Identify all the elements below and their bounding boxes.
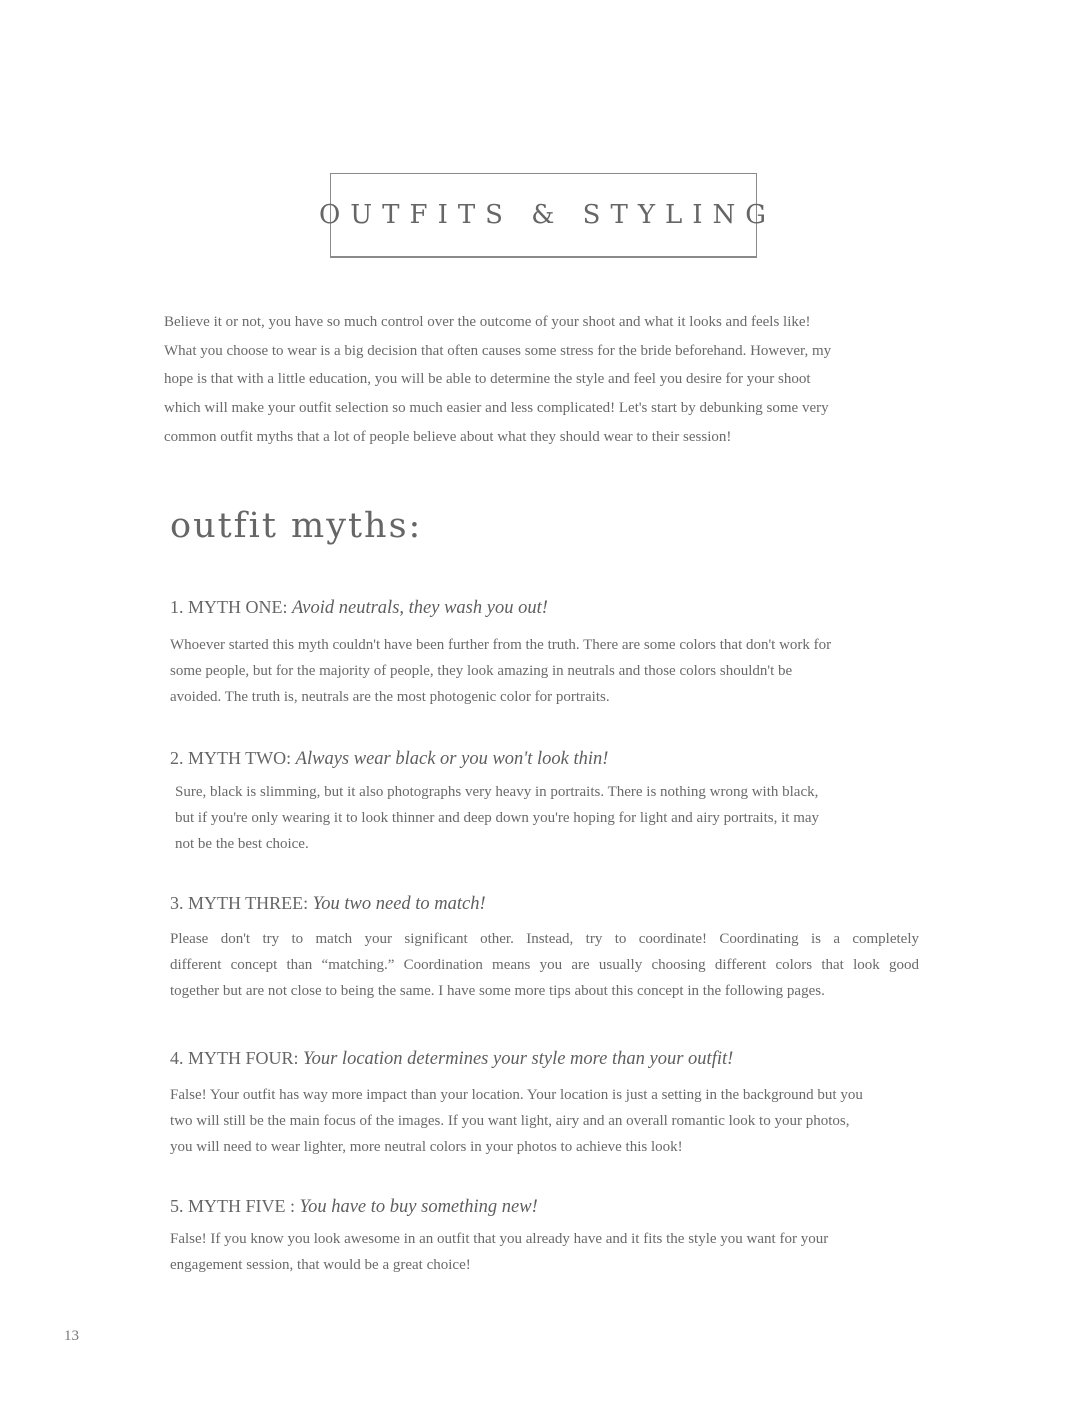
intro-line: which will make your outfit selection so much easier and less complicated! Let's start by debunking some very: [164, 400, 829, 417]
myth-line: some people, but for the majority of people, they look amazing in neutrals and those colors shouldn't be: [170, 663, 793, 679]
myth-title: [170, 597, 548, 619]
myth-line: you will need to wear lighter, more neutral colors in your photos to achieve this look!: [170, 1139, 683, 1155]
myth-title: [170, 1048, 733, 1070]
intro-line: hope is that with a little education, you will be able to determine the style and feel you desire for your shoot: [164, 371, 811, 388]
myth-line: Whoever started this myth couldn't have been further from the truth. There are some colors that don't work for: [170, 637, 832, 653]
myth-label: 2. MYTH TWO:: [170, 748, 296, 768]
myth-body: [170, 632, 922, 710]
myth-line: together but are not close to being the same. I have some more tips about this concept in the following pages.: [170, 983, 825, 999]
section-heading: outfit myths:: [170, 506, 423, 546]
myth-line: Please don't try to match your significant other. Instead, try to coordinate! Coordinating is a completely: [170, 931, 919, 947]
intro-line: common outfit myths that a lot of people believe about what they should wear to their session!: [164, 428, 732, 445]
myth-line: avoided. The truth is, neutrals are the most photogenic color for portraits.: [170, 689, 610, 705]
myth-title: [170, 893, 486, 915]
myth-label: 3. MYTH THREE:: [170, 893, 313, 913]
myth-statement: Avoid neutrals, they wash you out!: [292, 598, 548, 618]
myth-statement: You two need to match!: [312, 894, 486, 914]
myth-line: but if you're only wearing it to look thinner and deep down you're hoping for light and airy portraits, it may: [175, 810, 820, 826]
myth-line: False! If you know you look awesome in an outfit that you already have and it fits the style you want for your: [170, 1231, 829, 1247]
page-number: 13: [64, 1328, 79, 1344]
myth-line: Sure, black is slimming, but it also photographs very heavy in portraits. There is nothing wrong with black,: [175, 784, 819, 800]
intro-line: What you choose to wear is a big decision that often causes some stress for the bride beforehand. However, my: [164, 342, 832, 359]
myth-title: [170, 748, 608, 770]
myth-label: 4. MYTH FOUR:: [170, 1048, 304, 1068]
intro-paragraph: [164, 308, 924, 452]
page-title: OUTFITS & STYLING: [318, 200, 777, 230]
myth-title: [170, 1196, 538, 1218]
intro-line: Believe it or not, you have so much control over the outcome of your shoot and what it looks and feels like!: [164, 314, 811, 330]
myth-label: 1. MYTH ONE:: [170, 597, 292, 617]
myth-line: engagement session, that would be a great choice!: [170, 1257, 471, 1273]
myth-line: two will still be the main focus of the images. If you want light, airy and an overall romantic look to your photos,: [170, 1113, 850, 1129]
myth-body: [170, 1226, 922, 1278]
myth-line: different concept than “matching.” Coordination means you are usually choosing different colors that look good: [170, 957, 919, 973]
myth-body: [170, 1082, 922, 1160]
myth-statement: You have to buy something new!: [299, 1197, 538, 1217]
myth-statement: Your location determines your style more than your outfit!: [303, 1049, 734, 1069]
myth-line: False! Your outfit has way more impact than your location. Your location is just a setting in the background but you: [170, 1087, 863, 1103]
myth-label: 5. MYTH FIVE :: [170, 1196, 300, 1216]
myth-body: [175, 779, 927, 857]
myth-line: not be the best choice.: [175, 836, 309, 852]
myth-statement: Always wear black or you won't look thin!: [295, 749, 609, 769]
title-box: [318, 173, 777, 258]
myth-body: [170, 926, 919, 1004]
